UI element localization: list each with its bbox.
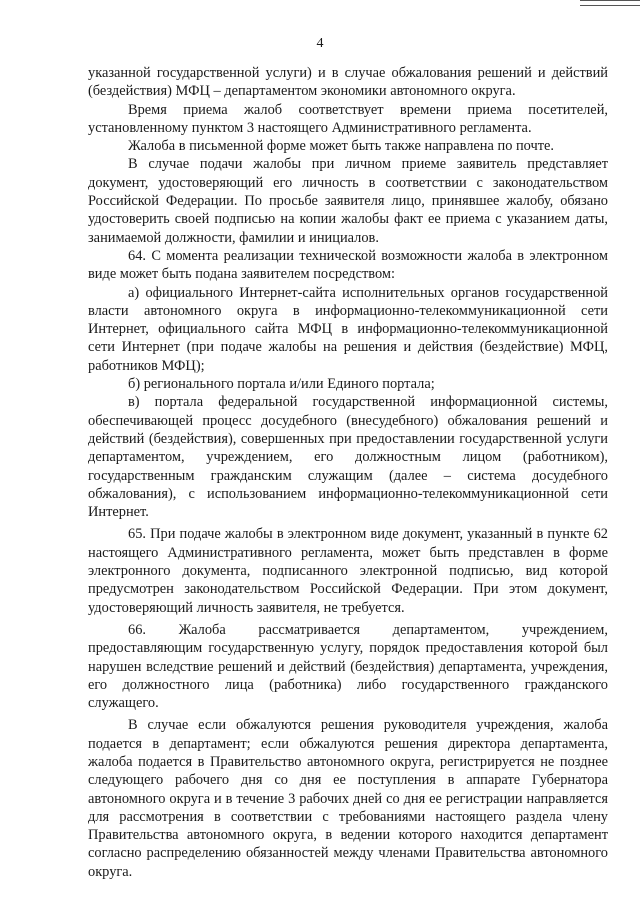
paragraph-64: 64. С момента реализации технической возможности жалоба в электронном виде может быть подана заявителем посредством: bbox=[88, 247, 608, 283]
document-body bbox=[88, 64, 608, 881]
paragraph-64-b: б) регионального портала и/или Единого портала; bbox=[128, 376, 435, 393]
paragraph-66: 66. Жалоба рассматривается департаментом, учреждением, предоставляющим государственную услугу, порядок предоставления которой был нарушен вследствие решений и действий (бездействия) департамента, учреждения, его должностного лица (работника) либо государственного гражданского служащего. bbox=[88, 621, 608, 712]
paragraph-65: 65. При подаче жалобы в электронном виде документ, указанный в пункте 62 настоящего Административного регламента, может быть представлен в форме электронного документа, подписанного электронной подписью, вид которой предусмотрен законодательством Российской Федерации. При этом документ, удостоверяющий личность заявителя, не требуется. bbox=[88, 526, 608, 616]
paragraph-64-a: а) официального Интернет-сайта исполнительных органов государственной власти автономного округа в информационно-телекоммуникационной сети Интернет, официального сайта МФЦ в информационно-телекоммуникационной сети Интернет (при подаче жалобы на решения и действия (бездействие) МФЦ, работников МФЦ); bbox=[88, 284, 608, 374]
paragraph-reception-time: Время приема жалоб соответствует времени приема посетителей, установленному пунктом 3 настоящего Административного регламента. bbox=[88, 101, 608, 136]
paragraph-continuation: указанной государственной услуги) и в случае обжалования решений и действий (бездействия) МФЦ – департаментом экономики автономного округа. bbox=[88, 65, 608, 100]
paragraph-mail: Жалоба в письменной форме может быть также направлена по почте. bbox=[128, 138, 555, 155]
corner-mark bbox=[580, 0, 640, 6]
paragraph-66-appeal: В случае если обжалуются решения руководителя учреждения, жалоба подается в департамент; если обжалуются решения директора департамента, жалоба подается в Правительство автономного округа, регистрируется не позднее следующего рабочего дня со дня ее поступления в аппарате Губернатора автономного округа и в течение 3 рабочих дней со дня ее регистрации направляется для рассмотрения в соответствии с требованиями настоящего раздела члену Правительства автономного округа, в ведении которого находится департамент согласно распределению обязанностей между членами Правительства автономного округа. bbox=[88, 717, 608, 880]
paragraph-64-v: в) портала федеральной государственной информационной системы, обеспечивающей процесс досудебного (внесудебного) обжалования решений и действий (бездействия), совершенных при предоставлении государственной услуги департаментом, учреждением, его должностным лицом (работником), государственным гражданским служащим (далее – система досудебного обжалования), с использованием информационно-телекоммуникационной сети Интернет. bbox=[88, 394, 608, 521]
page-number: 4 bbox=[316, 36, 324, 51]
paragraph-personal-reception: В случае подачи жалобы при личном приеме заявитель представляет документ, удостоверяющий его личность в соответствии с законодательством Российской Федерации. По просьбе заявителя лицо, принявшее жалобу, обязано удостоверить своей подписью на копии жалобы факт ее приема с указанием даты, занимаемой должности, фамилии и инициалов. bbox=[88, 156, 608, 246]
